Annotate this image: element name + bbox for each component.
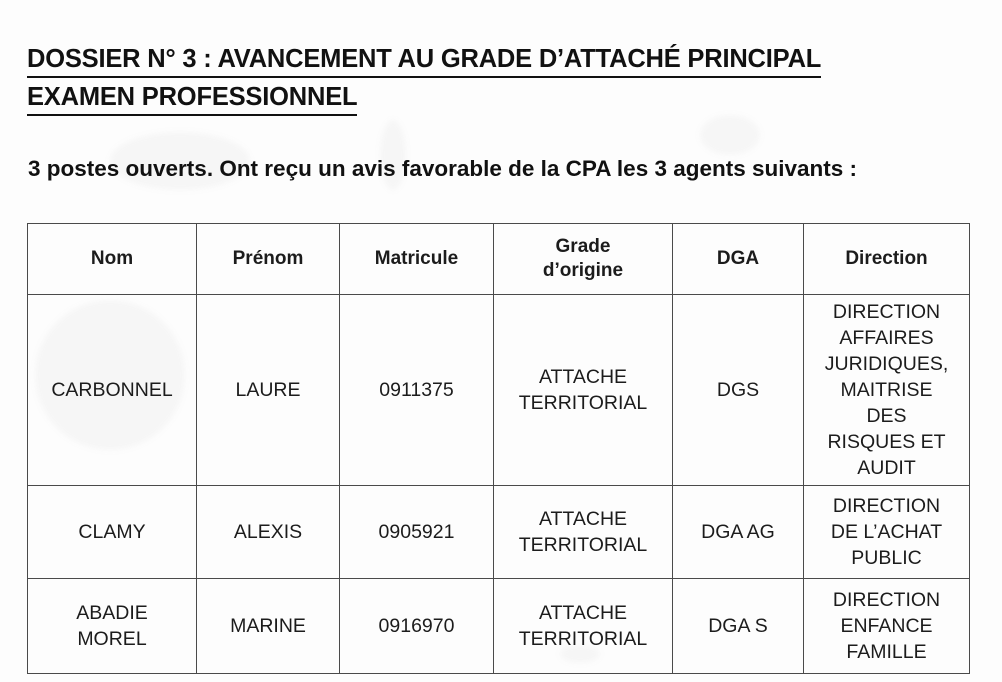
cell-nom-line-2: MOREL — [77, 628, 147, 650]
cell-grade-line-1: ATTACHE — [538, 602, 628, 624]
cell-prenom: MARINE — [197, 579, 340, 674]
column-header-direction: Direction — [804, 224, 970, 295]
cell-direction-line-4: MAITRISE — [840, 379, 933, 401]
table-row — [28, 295, 970, 486]
cell-grade-line-1: ATTACHE — [538, 366, 628, 388]
cell-direction-line-5: DES — [866, 405, 907, 427]
cell-prenom: ALEXIS — [197, 486, 340, 579]
cell-grade-line-1: ATTACHE — [538, 508, 628, 530]
cell-direction — [804, 486, 970, 579]
cell-matricule: 0905921 — [340, 486, 494, 579]
cell-direction-line-2: ENFANCE — [840, 615, 933, 637]
table-row — [28, 486, 970, 579]
scan-artifact — [700, 115, 760, 155]
cell-matricule: 0911375 — [340, 295, 494, 486]
page-title-line-1: DOSSIER N° 3 : AVANCEMENT AU GRADE D’ATTACHÉ PRINCIPAL — [27, 43, 821, 78]
cell-prenom: LAURE — [197, 295, 340, 486]
table-header-row — [28, 224, 970, 295]
cell-grade-origine — [494, 295, 673, 486]
cell-direction-line-6: RISQUES ET — [827, 431, 946, 453]
page-title — [27, 43, 977, 119]
cell-direction-line-3: FAMILLE — [846, 641, 927, 663]
cell-dga: DGA AG — [673, 486, 804, 579]
cell-grade-line-2: TERRITORIAL — [518, 392, 648, 414]
cell-grade-line-2: TERRITORIAL — [518, 628, 648, 650]
cell-grade-origine — [494, 579, 673, 674]
cell-dga: DGA S — [673, 579, 804, 674]
column-header-nom: Nom — [28, 224, 197, 295]
column-header-grade-line-1: Grade — [555, 236, 611, 257]
cell-direction-line-2: AFFAIRES — [839, 327, 934, 349]
cell-direction-line-7: AUDIT — [857, 457, 916, 479]
column-header-grade-origine — [494, 224, 673, 295]
cell-grade-origine — [494, 486, 673, 579]
cell-direction-line-3: JURIDIQUES, — [824, 353, 949, 375]
agents-table — [27, 223, 970, 674]
column-header-dga: DGA — [673, 224, 804, 295]
page-title-line-2: EXAMEN PROFESSIONNEL — [27, 81, 357, 116]
intro-paragraph: 3 postes ouverts. Ont reçu un avis favorable de la CPA les 3 agents suivants : — [28, 155, 858, 181]
cell-nom — [28, 579, 197, 674]
cell-direction-line-3: PUBLIC — [851, 547, 922, 569]
column-header-matricule: Matricule — [340, 224, 494, 295]
cell-direction-line-2: DE L’ACHAT — [830, 521, 943, 543]
cell-nom-line-1: ABADIE — [76, 602, 148, 624]
cell-dga: DGS — [673, 295, 804, 486]
cell-matricule: 0916970 — [340, 579, 494, 674]
cell-nom: CARBONNEL — [28, 295, 197, 486]
cell-nom: CLAMY — [28, 486, 197, 579]
cell-direction-line-1: DIRECTION — [832, 589, 941, 611]
cell-direction-line-1: DIRECTION — [832, 301, 941, 323]
cell-direction-line-1: DIRECTION — [832, 495, 941, 517]
table-row — [28, 579, 970, 674]
column-header-prenom: Prénom — [197, 224, 340, 295]
cell-direction — [804, 295, 970, 486]
column-header-grade-line-2: d’origine — [542, 260, 624, 281]
cell-grade-line-2: TERRITORIAL — [518, 534, 648, 556]
cell-direction — [804, 579, 970, 674]
